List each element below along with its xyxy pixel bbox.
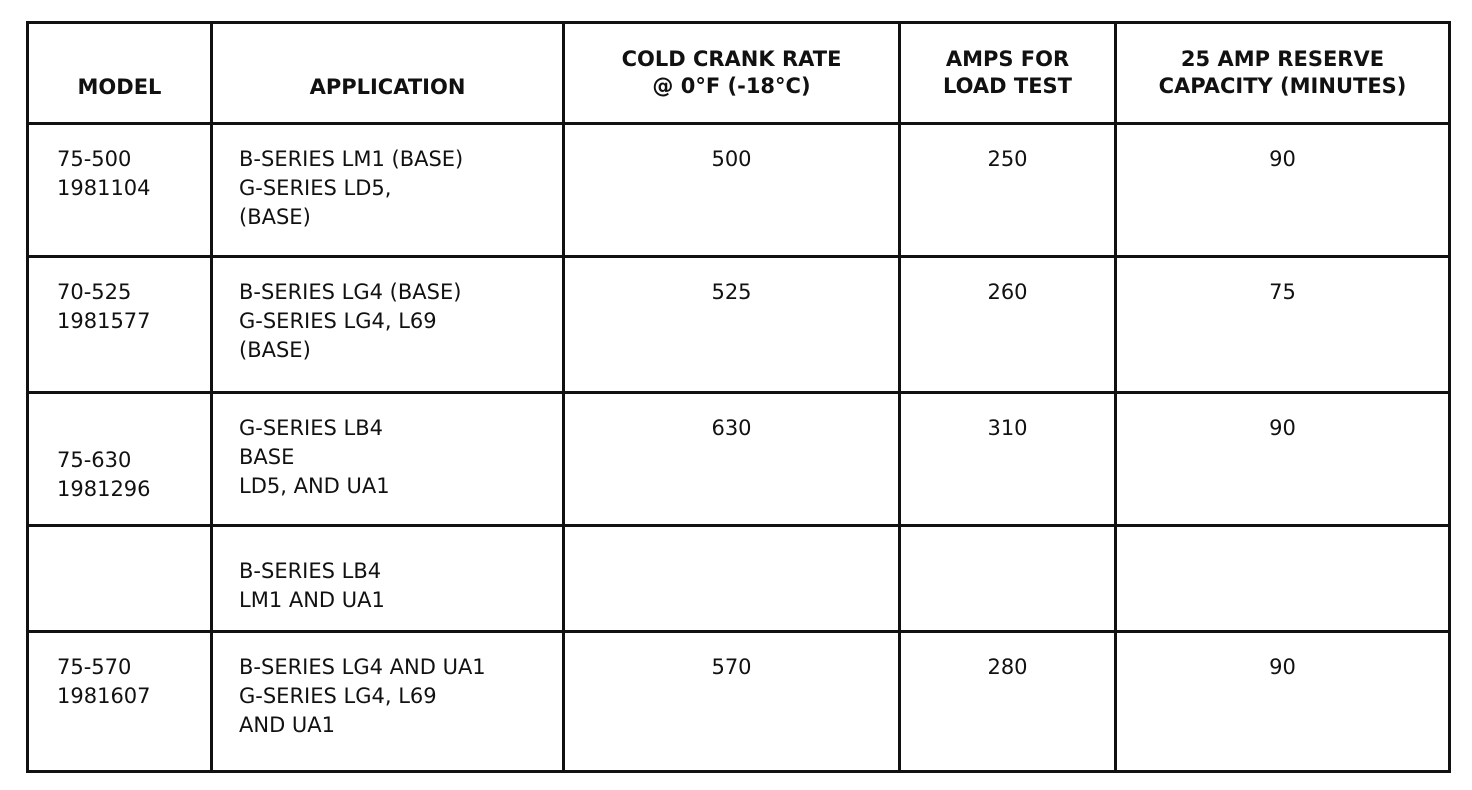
model-cell	[28, 124, 212, 257]
part-number: 1981607	[57, 684, 151, 708]
cold-crank-cell: 500	[564, 124, 900, 257]
header-reserve-line-2: CAPACITY (MINUTES)	[1158, 74, 1407, 98]
header-amps-line-1: AMPS FOR	[945, 47, 1070, 71]
application-line: (BASE)	[239, 338, 311, 362]
header-row	[28, 23, 1450, 124]
header-application: APPLICATION	[212, 23, 564, 124]
table-row	[28, 526, 1450, 632]
application-line: G-SERIES LD5,	[239, 176, 392, 200]
table-row	[28, 257, 1450, 393]
application-cell	[212, 393, 564, 526]
cold-crank-cell	[564, 526, 900, 632]
model-number: 75-630	[57, 448, 132, 472]
model-number: 70-525	[57, 280, 132, 304]
table-row	[28, 393, 1450, 526]
header-cold-crank-rate	[564, 23, 900, 124]
battery-specifications-table	[26, 21, 1451, 773]
application-cell	[212, 124, 564, 257]
application-line: G-SERIES LG4, L69	[239, 309, 437, 333]
application-line: B-SERIES LG4 AND UA1	[239, 655, 486, 679]
header-reserve-capacity	[1116, 23, 1450, 124]
amps-load-cell	[900, 526, 1116, 632]
reserve-capacity-cell: 90	[1116, 632, 1450, 772]
model-cell	[28, 632, 212, 772]
model-cell	[28, 526, 212, 632]
reserve-capacity-cell: 75	[1116, 257, 1450, 393]
application-line: B-SERIES LM1 (BASE)	[239, 147, 464, 171]
header-model: MODEL	[28, 23, 212, 124]
application-line: AND UA1	[239, 713, 336, 737]
header-amps-line-2: LOAD TEST	[942, 74, 1073, 98]
amps-load-cell: 280	[900, 632, 1116, 772]
model-number: 75-500	[57, 147, 132, 171]
application-line: B-SERIES LB4	[239, 559, 382, 583]
model-cell	[28, 257, 212, 393]
application-cell	[212, 632, 564, 772]
reserve-capacity-cell	[1116, 526, 1450, 632]
amps-load-cell: 260	[900, 257, 1116, 393]
amps-load-cell: 310	[900, 393, 1116, 526]
application-line: G-SERIES LB4	[239, 416, 383, 440]
application-line: LM1 AND UA1	[239, 588, 385, 612]
application-line: BASE	[239, 445, 295, 469]
reserve-capacity-cell: 90	[1116, 124, 1450, 257]
header-amps-for-load-test	[900, 23, 1116, 124]
part-number: 1981104	[57, 176, 151, 200]
part-number: 1981577	[57, 309, 151, 333]
part-number: 1981296	[57, 477, 151, 501]
application-line: B-SERIES LG4 (BASE)	[239, 280, 462, 304]
cold-crank-cell: 525	[564, 257, 900, 393]
cold-crank-cell: 630	[564, 393, 900, 526]
amps-load-cell: 250	[900, 124, 1116, 257]
header-cold-crank-line-2: @ 0°F (-18°C)	[652, 74, 811, 98]
header-reserve-line-1: 25 AMP RESERVE	[1180, 47, 1385, 71]
header-cold-crank-line-1: COLD CRANK RATE	[621, 47, 842, 71]
application-line: G-SERIES LG4, L69	[239, 684, 437, 708]
reserve-capacity-cell: 90	[1116, 393, 1450, 526]
application-cell	[212, 526, 564, 632]
application-cell	[212, 257, 564, 393]
application-line: LD5, AND UA1	[239, 474, 390, 498]
model-number: 75-570	[57, 655, 132, 679]
cold-crank-cell: 570	[564, 632, 900, 772]
table-row	[28, 124, 1450, 257]
model-cell	[28, 393, 212, 526]
table-row	[28, 632, 1450, 772]
application-line: (BASE)	[239, 205, 311, 229]
